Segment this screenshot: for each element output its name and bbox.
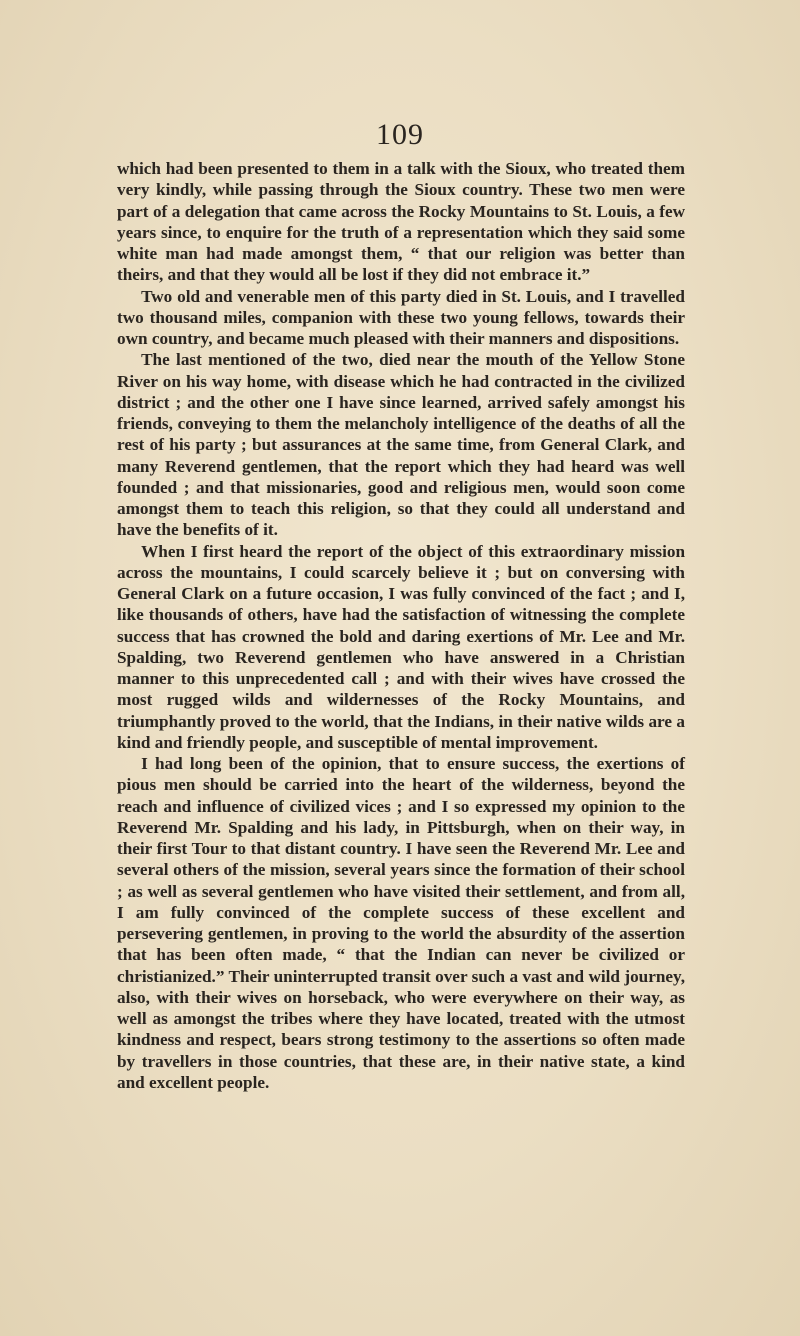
paragraph: Two old and venerable men of this party died in St. Louis, and I travelled two thousand miles, companion with these two young fellows, towards their own country, and became much pleased with their manners and dispositions. <box>117 286 685 348</box>
paragraph: which had been presented to them in a talk with the Sioux, who treated them very kindly, while passing through the Sioux country. These two men were part of a delegation that came across the Rocky Mountains to St. Louis, a few years since, to enquire for the truth of a representation which they said some white man had made amongst them, “ that our religion was better than theirs, and that they would all be lost if they did not embrace it.” <box>117 159 685 285</box>
paragraph: When I first heard the report of the object of this extraordinary mission across the mountains, I could scarcely believe it ; but on conversing with General Clark on a future occasion, I was fully convinced of the fact ; and I, like thousands of others, have had the satisfaction of witnessing the complete success that has crowned the bold and daring exertions of Mr. Lee and Mr. Spalding, two Reverend gentlemen who have answered in a Christian manner to this unprecedented call ; and with their wives have crossed the most rugged wilds and wildernesses of the Rocky Mountains, and triumphantly proved to the world, that the Indians, in their native wilds are a kind and friendly people, and susceptible of mental improvement. <box>117 541 685 752</box>
paragraph: The last mentioned of the two, died near the mouth of the Yellow Stone River on his way home, with disease which he had contracted in the civilized district ; and the other one I have since learned, arrived safely amongst his friends, conveying to them the melancholy intelligence of the deaths of all the rest of his party ; but assurances at the same time, from General Clark, and many Reverend gentlemen, that the report which they had heard was well founded ; and that missionaries, good and religious men, would soon come amongst them to teach this religion, so that they could all understand and have the benefits of it. <box>117 350 685 540</box>
body-text <box>117 158 685 1093</box>
paragraph: I had long been of the opinion, that to ensure success, the exertions of pious men should be carried into the heart of the wilderness, beyond the reach and influence of civilized vices ; and I so expressed my opinion to the Reverend Mr. Spalding and his lady, in Pittsburgh, when on their way, in their first Tour to that distant country. I have seen the Reverend Mr. Lee and several others of the mission, several years since the formation of their school ; as well as several gentlemen who have visited their settlement, and from all, I am fully convinced of the complete success of these excellent and persevering gentlemen, in proving to the world the absurdity of the assertion that has been often made, “ that the Indian can never be civilized or christianized.” Their uninterrupted transit over such a vast and wild journey, also, with their wives on horseback, who were everywhere on their way, as well as amongst the tribes where they have located, treated with the utmost kindness and respect, bears strong testimony to the assertions so often made by travellers in those countries, that these are, in their native state, a kind and excellent people. <box>117 754 685 1092</box>
page-number: 109 <box>376 118 424 151</box>
